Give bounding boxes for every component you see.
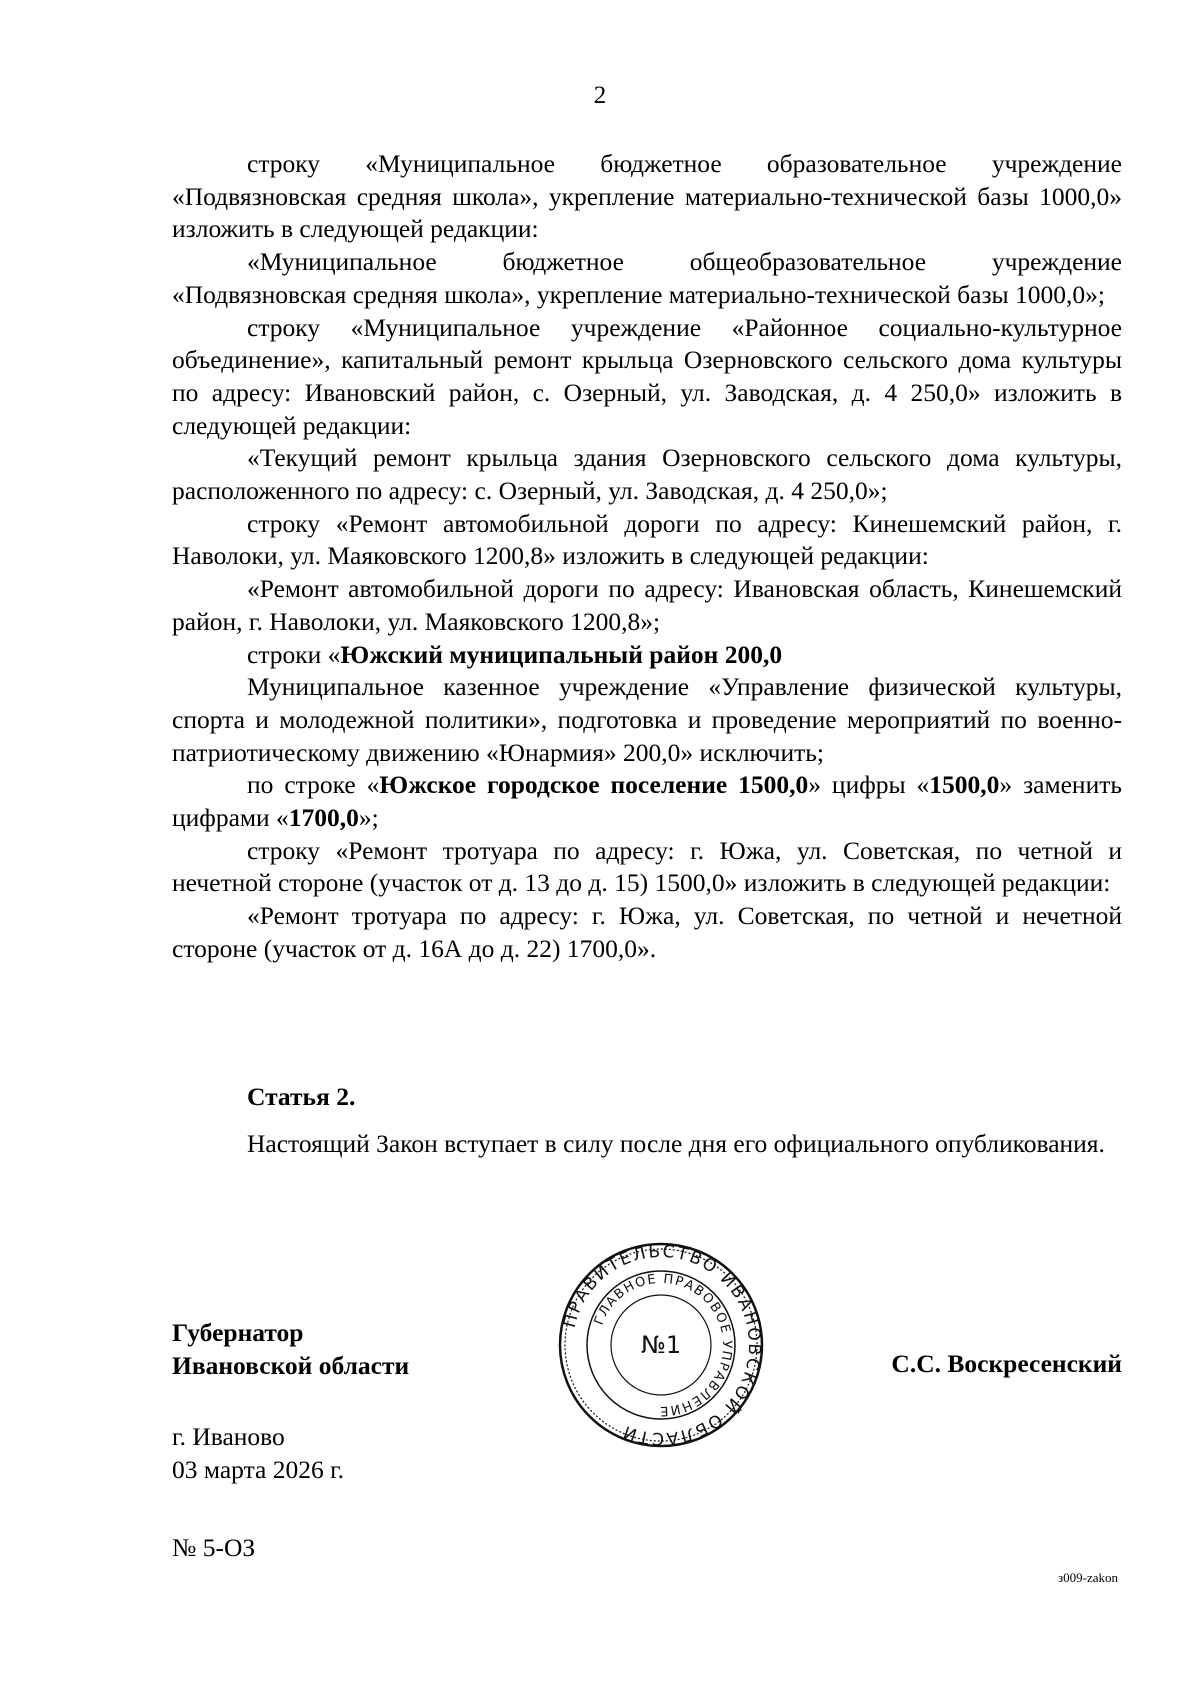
paragraph: «Ремонт автомобильной дороги по адресу: Ивановская область, Кинешемский район, г. Наволоки, ул. Маяковского 1200,8»; bbox=[172, 574, 1122, 636]
replace-bold: Южское городское поселение 1500,0 bbox=[379, 770, 809, 800]
replace-bold: 1700,0 bbox=[288, 803, 359, 833]
article-text: Настоящий Закон вступает в силу после дня его официального опубликования. bbox=[247, 1129, 1105, 1158]
seal-number: №1 bbox=[640, 1331, 682, 1359]
place: г. Иваново bbox=[172, 1422, 285, 1451]
signatory-title-line: Губернатор bbox=[172, 1318, 304, 1347]
paragraph: «Муниципальное бюджетное общеобразовательное учреждение «Подвязновская средняя школа», укрепление материально-технической базы 1000,0»; bbox=[172, 247, 1122, 309]
replace-text: по строке « bbox=[247, 770, 380, 800]
date: 03 марта 2026 г. bbox=[172, 1455, 345, 1484]
signatory-title bbox=[172, 1316, 409, 1382]
rows-prefix: строки « bbox=[247, 639, 341, 669]
replace-paragraph bbox=[172, 769, 1122, 834]
signatory-name: С.С. Воскресенский bbox=[891, 1349, 1122, 1378]
amendments-text bbox=[172, 148, 1122, 966]
replace-text: » заменить цифрами « bbox=[172, 770, 1122, 833]
official-seal bbox=[556, 1240, 766, 1450]
paragraph: строку «Ремонт автомобильной дороги по адресу: Кинешемский район, г. Наволоки, ул. Маяковского 1200,8» изложить в следующей редакции: bbox=[172, 508, 1122, 571]
law-number: № 5-ОЗ bbox=[172, 1533, 256, 1562]
replace-bold: 1500,0 bbox=[929, 770, 1000, 800]
rows-bold: Южский муниципальный район 200,0 bbox=[340, 639, 783, 669]
replace-text: »; bbox=[358, 803, 379, 833]
seal-inner-text: ГЛАВНОЕ ПРАВОВОЕ УПРАВЛЕНИЕ bbox=[591, 1271, 735, 1419]
article-heading: Статья 2. bbox=[247, 1082, 356, 1111]
seal-outer-text: ПРАВИТЕЛЬСТВО ИВАНОВСКОЙ ОБЛАСТИ bbox=[559, 1241, 765, 1449]
replace-text: » цифры « bbox=[808, 770, 930, 800]
paragraph: строку «Муниципальное бюджетное образовательное учреждение «Подвязновская средняя школа», укрепление материально-технической базы 1000,0» изложить в следующей редакции: bbox=[172, 149, 1122, 244]
paragraph: «Ремонт тротуара по адресу: г. Южа, ул. Советская, по четной и нечетной стороне (участок от д. 16А до д. 22) 1700,0». bbox=[172, 901, 1122, 963]
signatory-title-line: Ивановской области bbox=[172, 1351, 410, 1380]
page-number: 2 bbox=[593, 82, 607, 109]
paragraph: «Текущий ремонт крыльца здания Озерновского сельского дома культуры, расположенного по адресу: с. Озерный, ул. Заводская, д. 4 250,0»; bbox=[172, 443, 1122, 506]
rows-heading bbox=[172, 639, 1122, 672]
paragraph: Муниципальное казенное учреждение «Управление физической культуры, спорта и молодежной политики», подготовка и проведение мероприятий по военно-патриотическому движению «Юнармия» 200,0» исключить; bbox=[172, 672, 1122, 767]
paragraph: строку «Муниципальное учреждение «Районное социально-культурное объединение», капитальный ремонт крыльца Озерновского сельского дома культуры по адресу: Ивановский район, с. Озерный, ул. Заводская, д. 4 250,0» изложить в следующей редакции: bbox=[172, 312, 1122, 440]
paragraph: строку «Ремонт тротуара по адресу: г. Южа, ул. Советская, по четной и нечетной стороне (участок от д. 13 до д. 15) 1500,0» изложить в следующей редакции: bbox=[172, 835, 1122, 898]
place-date bbox=[172, 1420, 344, 1486]
document-code: з009-zakon bbox=[1057, 1570, 1118, 1585]
